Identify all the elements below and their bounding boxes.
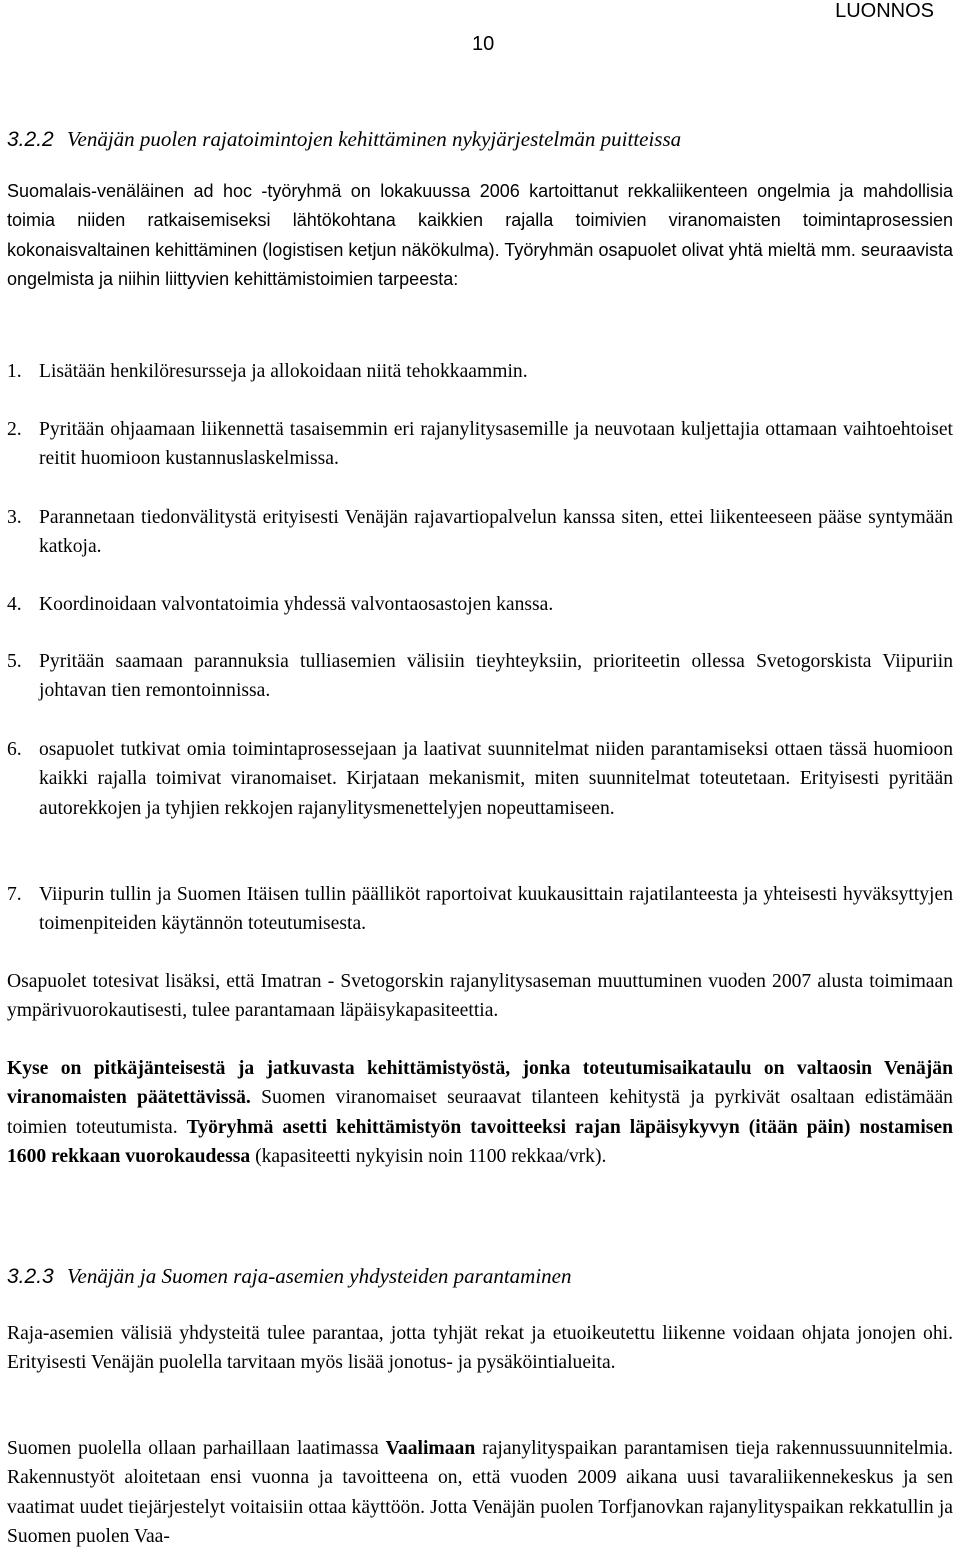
list-item-text: Lisätään henkilöresursseja ja allokoidaan niitä tehokkaammin. [39,361,528,382]
list-item-number: 3. [7,507,22,528]
draft-status-label: LUONNOS [835,0,934,22]
list-item-text: Pyritään saamaan parannuksia tulliasemien välisiin tieyhteyksiin, prioriteetin ollessa Svetogorskista Viipuriin johtavan tien remontoinnissa. [39,651,953,702]
bold-emphasis: Kyse on pitkäjänteisestä ja jatkuvasta kehittämistyöstä, jonka toteutumisaikataulu on valtaosin Venäjän viranomaisten päätettävissä. [7,1058,953,1109]
list-item [7,735,953,823]
list-item [7,503,953,562]
section-intro-paragraph: Suomalais-venäläinen ad hoc -työryhmä on lokakuussa 2006 kartoittanut rekkaliikenteen ongelmia ja mahdollisia toimia niiden ratkaisemiseksi lähtökohtana kaikkien rajalla toimivien viranomaisten toimintaprosessien kokonaisvaltainen kehittäminen (logistisen ketjun näkökulma). Työryhmän osapuolet olivat yhtä mieltä mm. seuraavista ongelmista ja niihin liittyvien kehittämistoimien tarpeesta: [7,181,953,290]
page-number: 10 [472,33,495,55]
body-paragraph: Raja-asemien välisiä yhdysteitä tulee parantaa, jotta tyhjät rekat ja etuoikeutettu liikenne voidaan ohjata jonojen ohi. Erityisesti Venäjän puolella tarvitaan myös lisää jonotus- ja pysäköintialueita. [7,1323,953,1374]
bold-emphasis: Työryhmä asetti kehittämistyön tavoitteeksi rajan läpäisykyvyn (itään päin) nostamisen 1600 rekkaan vuorokaudessa [7,1116,953,1168]
body-paragraph [7,1434,953,1552]
bold-emphasis: Vaalimaan [385,1438,476,1459]
section-title: Venäjän ja Suomen raja-asemien yhdysteiden parantaminen [67,1264,572,1288]
list-item [7,647,953,706]
section-heading-3-2-2 [7,125,681,154]
section-number: 3.2.3 [7,1265,54,1288]
list-item [7,415,953,474]
list-item-text: Viipurin tullin ja Suomen Itäisen tullin päälliköt raportoivat kuukausittain rajatilanteesta ja yhteisesti hyväksyttyjen toimenpiteiden käytännön toteutumisesta. [39,884,953,935]
list-item-text: Parannetaan tiedonvälitystä erityisesti Venäjän rajavartiopalvelun kanssa siten, ettei liikenteeseen pääse syntymään katkoja. [39,507,953,558]
body-paragraph [7,1054,953,1172]
list-item-number: 7. [7,884,22,905]
paragraph-text: Suomen viranomaiset seuraavat tilanteen kehitystä ja pyrkivät osaltaan edistämään toimien toteutumista. [7,1087,953,1138]
list-item-number: 4. [7,594,22,615]
body-paragraph: Osapuolet totesivat lisäksi, että Imatran - Svetogorskin rajanylitysaseman muuttuminen vuoden 2007 alusta toimimaan ympärivuorokautisesti, tulee parantamaan läpäisykapasiteettia. [7,971,953,1022]
list-item [7,357,953,386]
section-heading-3-2-3 [7,1262,572,1291]
list-item-number: 5. [7,651,22,672]
list-item-number: 1. [7,361,22,382]
list-item-text: Koordinoidaan valvontatoimia yhdessä valvontaosastojen kanssa. [39,594,554,615]
paragraph-text: (kapasiteetti nykyisin noin 1100 rekkaa/vrk). [250,1146,607,1168]
list-item [7,880,953,939]
list-item-number: 6. [7,739,22,760]
list-item [7,590,953,619]
paragraph-text: rajanylityspaikan parantamisen tieja rakennussuunnitelmia. Rakennustyöt aloitetaan ensi vuonna ja tavoitteena on, että vuoden 2009 aikana uusi tavaraliikennekeskus ja sen vaatimat uudet tiejärjestelyt voitaisiin ottaa käyttöön. Jotta Venäjän puolen Torfjanovkan rajanylityspaikan rekkatullin ja Suomen puolen Vaa- [7,1438,953,1548]
list-item-text: osapuolet tutkivat omia toimintaprosessejaan ja laativat suunnitelmat niiden parantamiseksi ottaen tässä huomioon kaikki rajalla toimivat viranomaiset. Kirjataan mekanismit, miten suunnitelmat toteutetaan. Erityisesti pyritään autorekkojen ja tyhjien rekkojen rajanylitysmenettelyjen nopeuttamiseen. [39,739,953,819]
section-title: Venäjän puolen rajatoimintojen kehittäminen nykyjärjestelmän puitteissa [67,127,682,151]
list-item-number: 2. [7,419,22,440]
list-item-text: Pyritään ohjaamaan liikennettä tasaisemmin eri rajanylitysasemille ja neuvotaan kuljettajia ottamaan vaihtoehtoiset reitit huomioon kustannuslaskelmissa. [39,419,953,470]
paragraph-text: Suomen puolella ollaan parhaillaan laatimassa [7,1438,386,1459]
section-number: 3.2.2 [7,128,54,151]
